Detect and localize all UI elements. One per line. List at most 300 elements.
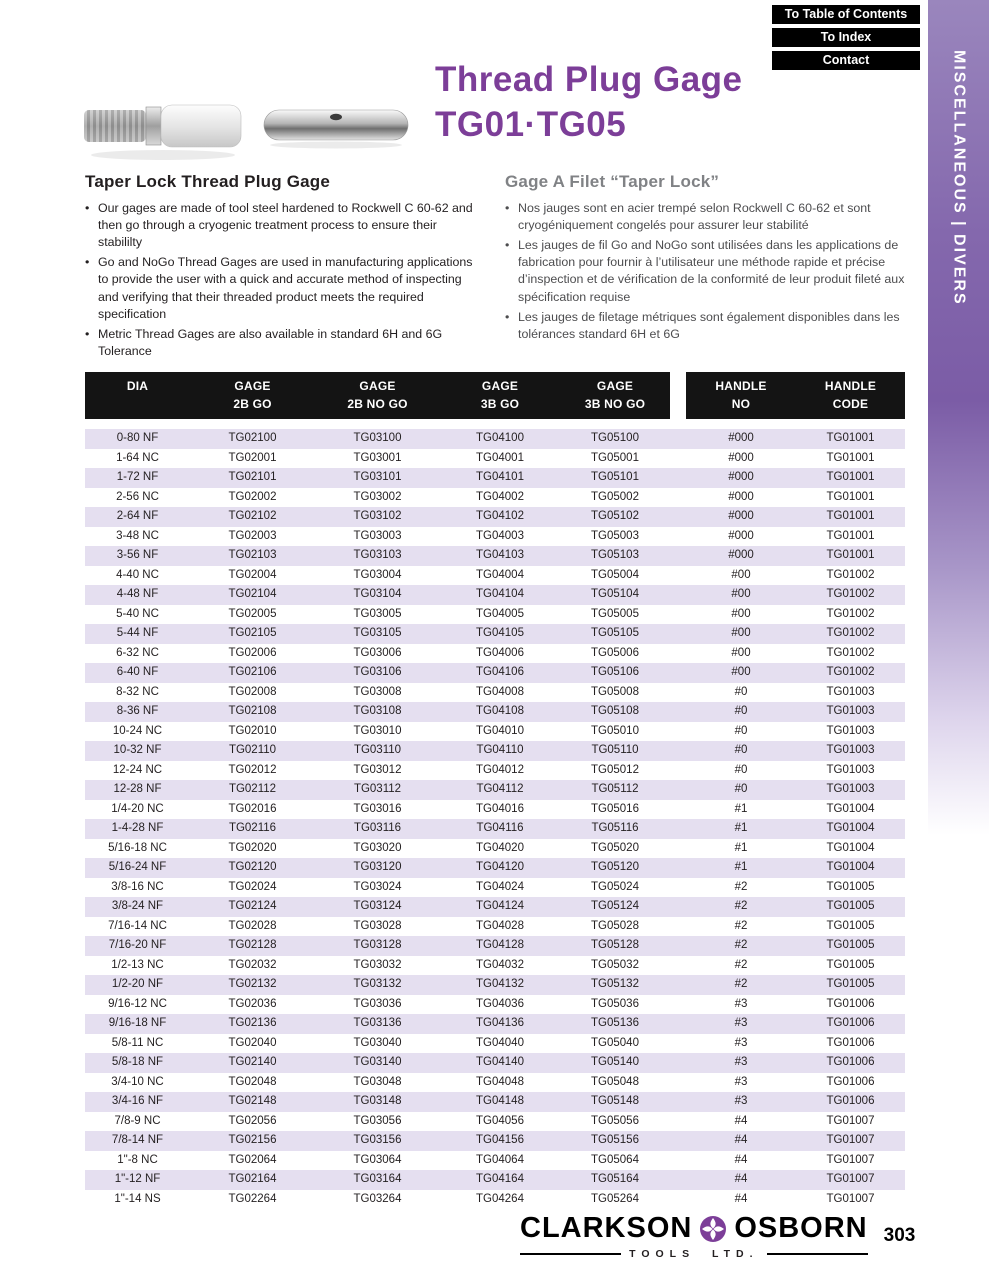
table-cell: TG02128 xyxy=(228,939,277,951)
table-cell: #1 xyxy=(734,822,748,834)
row-gap xyxy=(670,663,686,683)
table-cell: #3 xyxy=(734,1075,748,1088)
table-row xyxy=(85,800,905,820)
table-row xyxy=(85,1190,905,1210)
table-cell: 3/8-24 NF xyxy=(111,900,164,912)
intro-section-english xyxy=(85,172,483,363)
table-cell: 1"-14 NS xyxy=(114,1192,161,1205)
brand-rule-right xyxy=(767,1253,868,1255)
table-cell: #00 xyxy=(731,588,751,600)
table-cell: TG03124 xyxy=(353,900,402,912)
table-cell: TG05003 xyxy=(591,529,639,542)
brand-subtext: TOOLS LTD. xyxy=(629,1248,759,1260)
table-row xyxy=(85,1073,905,1093)
table-cell: TG05002 xyxy=(591,490,639,503)
table-cell: TG05004 xyxy=(591,568,639,581)
table-row xyxy=(85,683,905,703)
table-cell: TG02024 xyxy=(228,880,277,893)
table-cell: TG03140 xyxy=(353,1056,402,1068)
table-cell: TG05116 xyxy=(591,822,639,834)
table-cell: #000 xyxy=(728,490,754,503)
row-gap xyxy=(670,683,686,703)
table-cell: #000 xyxy=(728,451,754,464)
table-cell: TG05120 xyxy=(591,861,639,873)
row-gap xyxy=(670,644,686,664)
table-row xyxy=(85,858,905,878)
table-cell: TG01001 xyxy=(826,471,875,483)
table-cell: #4 xyxy=(734,1153,748,1166)
product-photo-thread-gage xyxy=(78,90,248,162)
table-cell: TG04104 xyxy=(476,588,524,600)
table-cell: #3 xyxy=(734,1095,748,1107)
table-cell: TG02103 xyxy=(228,549,277,561)
table-cell: TG02005 xyxy=(228,607,277,620)
product-photo-gage-handle xyxy=(262,104,412,150)
table-cell: TG03016 xyxy=(353,802,402,815)
table-cell: TG02001 xyxy=(228,451,277,464)
table-cell: #0 xyxy=(734,685,748,698)
table-cell: TG02002 xyxy=(228,490,277,503)
row-gap xyxy=(670,1151,686,1171)
row-gap xyxy=(670,839,686,859)
table-cell: TG01006 xyxy=(826,1017,875,1029)
table-cell: TG01005 xyxy=(826,958,875,971)
table-cell: #2 xyxy=(734,919,748,932)
table-cell: TG05016 xyxy=(591,802,639,815)
sidebar-label: MISCELLANEOUS | DIVERS xyxy=(950,50,968,306)
table-cell: 1/2-13 NC xyxy=(111,958,164,971)
table-cell: TG03116 xyxy=(353,822,402,834)
table-cell: TG03101 xyxy=(353,471,402,483)
table-cell: TG03132 xyxy=(353,978,402,990)
table-row xyxy=(85,1014,905,1034)
table-cell: 10-32 NF xyxy=(113,744,162,756)
table-cell: #3 xyxy=(734,1036,748,1049)
row-gap xyxy=(670,1131,686,1151)
gage-table xyxy=(85,372,905,1209)
nav-link-to-table-of-contents[interactable]: To Table of Contents xyxy=(772,5,920,24)
row-gap xyxy=(670,1112,686,1132)
table-cell: TG05124 xyxy=(591,900,639,912)
brand-name-osborn: OSBORN xyxy=(734,1212,868,1244)
table-cell: TG03001 xyxy=(353,451,402,464)
table-cell: TG03264 xyxy=(353,1192,402,1205)
page-title-line2: TG01·TG05 xyxy=(435,104,627,144)
table-cell: TG01004 xyxy=(826,802,875,815)
table-cell: TG02140 xyxy=(228,1056,277,1068)
table-cell: TG04112 xyxy=(476,783,524,795)
table-cell: 1"-8 NC xyxy=(117,1153,158,1166)
table-cell: TG03002 xyxy=(353,490,402,503)
table-cell: TG03106 xyxy=(353,666,402,678)
table-cell: TG01002 xyxy=(826,588,875,600)
table-cell: TG02105 xyxy=(228,627,277,639)
table-cell: TG05104 xyxy=(591,588,639,600)
table-cell: TG01003 xyxy=(826,685,875,698)
table-cell: #2 xyxy=(734,958,748,971)
table-row xyxy=(85,585,905,605)
table-cell: TG01006 xyxy=(826,1095,875,1107)
table-cell: TG04140 xyxy=(476,1056,524,1068)
column-header: GAGE 3B GO xyxy=(440,372,560,429)
table-cell: TG01006 xyxy=(826,997,875,1010)
table-cell: TG04108 xyxy=(476,705,524,717)
table-cell: 3/8-16 NC xyxy=(111,880,164,893)
table-cell: TG02004 xyxy=(228,568,277,581)
table-cell: TG05132 xyxy=(591,978,639,990)
table-cell: #2 xyxy=(734,978,748,990)
table-row xyxy=(85,761,905,781)
column-header: GAGE 2B GO xyxy=(190,372,315,429)
row-gap xyxy=(670,936,686,956)
table-cell: TG03164 xyxy=(353,1173,402,1185)
section-heading-en: Taper Lock Thread Plug Gage xyxy=(85,172,331,191)
table-cell: TG04124 xyxy=(476,900,524,912)
table-cell: TG03024 xyxy=(353,880,402,893)
table-row xyxy=(85,839,905,859)
table-cell: TG04100 xyxy=(476,432,524,444)
table-cell: TG04103 xyxy=(476,549,524,561)
table-cell: 8-32 NC xyxy=(116,685,159,698)
table-cell: TG04020 xyxy=(476,841,524,854)
table-cell: #0 xyxy=(734,783,748,795)
table-cell: 3-48 NC xyxy=(116,529,159,542)
table-cell: TG02132 xyxy=(228,978,277,990)
table-cell: TG04028 xyxy=(476,919,524,932)
row-gap xyxy=(670,449,686,469)
table-cell: TG05008 xyxy=(591,685,639,698)
table-row xyxy=(85,507,905,527)
table-cell: TG01005 xyxy=(826,939,875,951)
brand-logo xyxy=(520,1212,868,1260)
row-gap xyxy=(670,546,686,566)
table-cell: TG03004 xyxy=(353,568,402,581)
bullet-item: • Go and NoGo Thread Gages are used in manufacturing applications to provide the user with a quick and accurate method of inspecting and verifying that their threaded product meets the required specification xyxy=(85,254,483,322)
table-cell: TG01002 xyxy=(826,627,875,639)
table-row xyxy=(85,878,905,898)
table-cell: TG05106 xyxy=(591,666,639,678)
table-cell: TG05112 xyxy=(591,783,639,795)
table-cell: 7/8-14 NF xyxy=(111,1134,164,1146)
table-row xyxy=(85,624,905,644)
row-gap xyxy=(670,468,686,488)
table-cell: TG01001 xyxy=(826,432,875,444)
table-cell: #4 xyxy=(734,1114,748,1127)
table-cell: TG02100 xyxy=(228,432,277,444)
table-cell: TG02028 xyxy=(228,919,277,932)
table-cell: TG03056 xyxy=(353,1114,402,1127)
table-cell: #00 xyxy=(731,627,751,639)
table-row xyxy=(85,663,905,683)
row-gap xyxy=(670,956,686,976)
row-gap xyxy=(670,878,686,898)
table-row xyxy=(85,1034,905,1054)
table-cell: TG02032 xyxy=(228,958,277,971)
table-cell: TG04032 xyxy=(476,958,524,971)
table-cell: TG03040 xyxy=(353,1036,402,1049)
table-cell: TG05128 xyxy=(591,939,639,951)
table-cell: 8-36 NF xyxy=(116,705,159,717)
row-gap xyxy=(670,1092,686,1112)
table-cell: TG05164 xyxy=(591,1173,639,1185)
table-row xyxy=(85,546,905,566)
table-row xyxy=(85,449,905,469)
table-cell: #0 xyxy=(734,744,748,756)
table-cell: TG03064 xyxy=(353,1153,402,1166)
table-cell: TG04005 xyxy=(476,607,524,620)
table-row xyxy=(85,975,905,995)
column-header: DIA xyxy=(85,372,190,429)
table-cell: 1"-12 NF xyxy=(114,1173,161,1185)
table-cell: TG05064 xyxy=(591,1153,639,1166)
table-cell: TG02012 xyxy=(228,763,277,776)
table-cell: TG03006 xyxy=(353,646,402,659)
table-cell: TG05005 xyxy=(591,607,639,620)
bullet-item: • Metric Thread Gages are also available in standard 6H and 6G Tolerance xyxy=(85,326,483,360)
table-cell: TG02108 xyxy=(228,705,277,717)
table-row xyxy=(85,1112,905,1132)
table-cell: TG04116 xyxy=(476,822,524,834)
table-cell: TG03156 xyxy=(353,1134,402,1146)
table-cell: TG05028 xyxy=(591,919,639,932)
table-cell: TG01005 xyxy=(826,900,875,912)
table-cell: #2 xyxy=(734,880,748,893)
gage-table-head xyxy=(85,372,905,429)
table-cell: TG02064 xyxy=(228,1153,277,1166)
table-cell: 5/16-18 NC xyxy=(108,841,167,854)
table-cell: TG03120 xyxy=(353,861,402,873)
table-cell: TG02136 xyxy=(228,1017,277,1029)
table-cell: TG04010 xyxy=(476,724,524,737)
table-cell: TG01006 xyxy=(826,1036,875,1049)
row-gap xyxy=(670,624,686,644)
table-cell: TG03100 xyxy=(353,432,402,444)
table-cell: TG02036 xyxy=(228,997,277,1010)
table-cell: 3/4-16 NF xyxy=(111,1095,164,1107)
table-cell: 2-56 NC xyxy=(116,490,159,503)
brand-rule-left xyxy=(520,1253,621,1255)
table-cell: TG04002 xyxy=(476,490,524,503)
page-number: 303 xyxy=(883,1225,916,1246)
table-cell: TG02112 xyxy=(228,783,277,795)
table-cell: TG05101 xyxy=(591,471,639,483)
table-row xyxy=(85,722,905,742)
row-gap xyxy=(670,741,686,761)
table-cell: TG04148 xyxy=(476,1095,524,1107)
table-cell: #3 xyxy=(734,1017,748,1029)
table-cell: 1-64 NC xyxy=(116,451,159,464)
table-cell: TG03012 xyxy=(353,763,402,776)
header-gap xyxy=(670,372,686,429)
table-cell: TG01004 xyxy=(826,861,875,873)
table-cell: 3-56 NF xyxy=(116,549,159,561)
table-cell: TG03104 xyxy=(353,588,402,600)
row-gap xyxy=(670,1073,686,1093)
row-gap xyxy=(670,585,686,605)
brand-emblem-icon xyxy=(699,1215,727,1243)
bullet-item: • Les jauges de filetage métriques sont également disponibles dans les tolérances standard 6H et 6G xyxy=(505,309,907,343)
table-cell: TG04101 xyxy=(476,471,524,483)
row-gap xyxy=(670,780,686,800)
table-cell: TG05108 xyxy=(591,705,639,717)
table-cell: TG02110 xyxy=(228,744,277,756)
table-cell: TG04136 xyxy=(476,1017,524,1029)
table-cell: TG03105 xyxy=(353,627,402,639)
table-cell: #000 xyxy=(728,510,754,522)
table-cell: TG05140 xyxy=(591,1056,639,1068)
row-gap xyxy=(670,800,686,820)
row-gap xyxy=(670,819,686,839)
table-cell: TG04001 xyxy=(476,451,524,464)
brand-name-clarkson: CLARKSON xyxy=(520,1212,693,1244)
nav-link-contact[interactable]: Contact xyxy=(772,51,920,70)
table-cell: TG04056 xyxy=(476,1114,524,1127)
table-cell: TG04012 xyxy=(476,763,524,776)
table-cell: #0 xyxy=(734,705,748,717)
table-cell: #3 xyxy=(734,1056,748,1068)
table-cell: TG03102 xyxy=(353,510,402,522)
table-cell: TG04048 xyxy=(476,1075,524,1088)
table-cell: TG05006 xyxy=(591,646,639,659)
table-cell: TG02148 xyxy=(228,1095,277,1107)
table-cell: 5/8-18 NF xyxy=(111,1056,164,1068)
table-cell: TG04110 xyxy=(476,744,524,756)
table-cell: TG01007 xyxy=(826,1192,875,1205)
table-cell: TG01005 xyxy=(826,978,875,990)
table-cell: TG03103 xyxy=(353,549,402,561)
table-cell: TG01007 xyxy=(826,1114,875,1127)
table-cell: 5/8-11 NC xyxy=(111,1036,164,1049)
table-cell: TG05148 xyxy=(591,1095,639,1107)
table-cell: TG05156 xyxy=(591,1134,639,1146)
bullet-list-fr xyxy=(505,200,907,343)
table-cell: TG03110 xyxy=(353,744,402,756)
row-gap xyxy=(670,897,686,917)
table-cell: TG02020 xyxy=(228,841,277,854)
table-cell: #2 xyxy=(734,900,748,912)
table-cell: TG02003 xyxy=(228,529,277,542)
table-cell: TG02010 xyxy=(228,724,277,737)
table-cell: TG03020 xyxy=(353,841,402,854)
row-gap xyxy=(670,995,686,1015)
table-cell: #00 xyxy=(731,666,751,678)
table-cell: #2 xyxy=(734,939,748,951)
table-cell: TG05040 xyxy=(591,1036,639,1049)
table-cell: TG03048 xyxy=(353,1075,402,1088)
table-cell: TG02016 xyxy=(228,802,277,815)
table-cell: TG03128 xyxy=(353,939,402,951)
page-footer xyxy=(520,1212,916,1260)
table-row xyxy=(85,897,905,917)
table-cell: TG04040 xyxy=(476,1036,524,1049)
table-cell: #1 xyxy=(734,802,748,815)
table-cell: TG04102 xyxy=(476,510,524,522)
table-row xyxy=(85,1053,905,1073)
table-cell: TG04036 xyxy=(476,997,524,1010)
row-gap xyxy=(670,1014,686,1034)
row-gap xyxy=(670,566,686,586)
table-cell: TG05110 xyxy=(591,744,639,756)
table-cell: #000 xyxy=(728,529,754,542)
table-cell: TG02164 xyxy=(228,1173,277,1185)
row-gap xyxy=(670,1034,686,1054)
table-cell: 1-72 NF xyxy=(116,471,159,483)
gage-table-body xyxy=(85,429,905,1209)
table-cell: #4 xyxy=(734,1173,748,1185)
table-cell: TG02264 xyxy=(228,1192,277,1205)
table-cell: #000 xyxy=(728,549,754,561)
nav-link-to-index[interactable]: To Index xyxy=(772,28,920,47)
row-gap xyxy=(670,858,686,878)
table-cell: 12-24 NC xyxy=(112,763,163,776)
table-cell: TG03108 xyxy=(353,705,402,717)
table-cell: TG05024 xyxy=(591,880,639,893)
table-cell: TG02116 xyxy=(228,822,277,834)
page-title-line1: Thread Plug Gage xyxy=(435,60,743,99)
table-cell: 5-44 NF xyxy=(116,627,159,639)
row-gap xyxy=(670,605,686,625)
table-cell: 7/16-20 NF xyxy=(108,939,167,951)
table-cell: #00 xyxy=(731,646,751,659)
table-row xyxy=(85,917,905,937)
row-gap xyxy=(670,429,686,449)
row-gap xyxy=(670,1053,686,1073)
table-cell: TG01005 xyxy=(826,880,875,893)
table-cell: TG05103 xyxy=(591,549,639,561)
table-cell: TG02056 xyxy=(228,1114,277,1127)
table-cell: TG04156 xyxy=(476,1134,524,1146)
table-cell: 4-40 NC xyxy=(116,568,159,581)
table-cell: TG01007 xyxy=(826,1173,875,1185)
table-cell: TG04105 xyxy=(476,627,524,639)
row-gap xyxy=(670,527,686,547)
table-cell: TG03136 xyxy=(353,1017,402,1029)
table-row xyxy=(85,1170,905,1190)
table-cell: #000 xyxy=(728,471,754,483)
bullet-item: • Nos jauges sont en acier trempé selon Rockwell C 60-62 et sont cryogéniquement congelés pour assurer leur stabilité xyxy=(505,200,907,234)
table-cell: TG04106 xyxy=(476,666,524,678)
table-cell: TG01005 xyxy=(826,919,875,932)
table-cell: TG02124 xyxy=(228,900,277,912)
table-cell: #3 xyxy=(734,997,748,1010)
column-header: HANDLE NO xyxy=(686,372,796,429)
table-cell: TG05264 xyxy=(591,1192,639,1205)
row-gap xyxy=(670,1170,686,1190)
table-cell: TG01003 xyxy=(826,705,875,717)
table-cell: 12-28 NF xyxy=(113,783,162,795)
table-cell: 7/8-9 NC xyxy=(114,1114,161,1127)
table-row xyxy=(85,995,905,1015)
table-row xyxy=(85,702,905,722)
table-cell: #1 xyxy=(734,841,748,854)
table-cell: 9/16-18 NF xyxy=(108,1017,167,1029)
table-cell: TG02040 xyxy=(228,1036,277,1049)
table-cell: TG03003 xyxy=(353,529,402,542)
bullet-item: • Les jauges de fil Go and NoGo sont utilisées dans les applications de fabrication pour fournir à l’utilisateur une méthode rapide et précise d’inspection et de vérification de la conformité de leur produit fileté aux spécification requise xyxy=(505,237,907,305)
table-cell: 1/4-20 NC xyxy=(111,802,164,815)
section-heading-fr: Gage A Filet “Taper Lock” xyxy=(505,172,720,191)
table-cell: TG01004 xyxy=(826,841,875,854)
table-cell: #0 xyxy=(734,763,748,776)
column-header: HANDLE CODE xyxy=(796,372,905,429)
table-cell: TG03032 xyxy=(353,958,402,971)
table-cell: TG01007 xyxy=(826,1134,875,1146)
table-cell: 1-4-28 NF xyxy=(111,822,164,834)
column-header: GAGE 3B NO GO xyxy=(560,372,670,429)
row-gap xyxy=(670,507,686,527)
table-cell: TG03148 xyxy=(353,1095,402,1107)
table-cell: 6-32 NC xyxy=(116,646,159,659)
